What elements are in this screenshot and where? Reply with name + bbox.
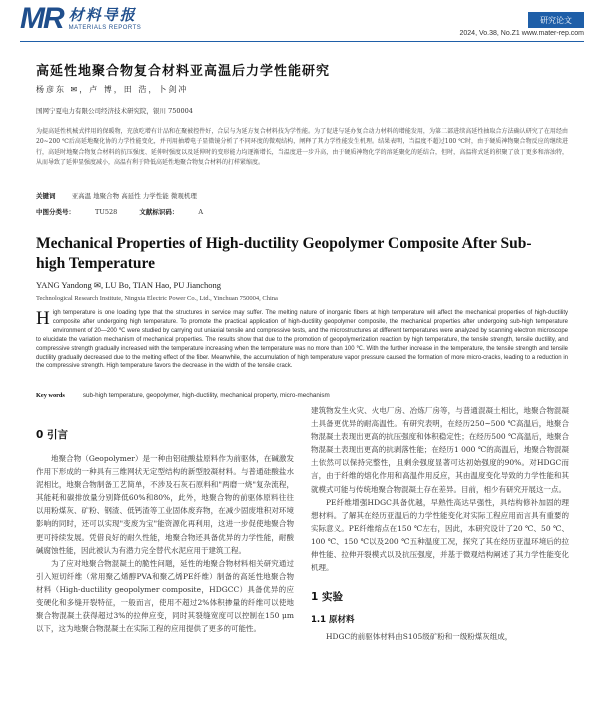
journal-logo: [20, 4, 141, 34]
en-title: Mechanical Properties of High-ductility Geopolymer Composite After Sub-high Temperature: [36, 235, 532, 272]
logo-title-cn: 材料导报: [68, 6, 137, 24]
intro-paragraph-4: PE纤维增强HDGC具备优越，早熟性高达早强性，具结构修补加固的理想材料。了解其在经历亚温后的力学性能变化对实际工程应用而言具有重要的实际意义。PE纤维熔点在150 ℃左右，因此，本研究设计了20 ℃、50 ℃、100 ℃、150 ℃以及200 ℃五种温度工况，探究了其在经历亚温环境后的拉伸性能、拉伸开裂模式以及抗压强度，并基于微观结构阐述了其力学性能变化机理。: [311, 497, 569, 573]
subsection-heading-materials: 1.1 原材料: [311, 615, 355, 626]
body-column-left: [36, 412, 294, 635]
cn-class-value: TU528: [95, 208, 118, 216]
cn-keywords-label: 关键词: [36, 192, 56, 200]
header-rule: [20, 41, 584, 42]
en-affiliation: Technological Research Institute, Ningxia Electric Power Co., Ltd., Yinchuan 750004, China: [36, 295, 278, 302]
intro-paragraph-1: 地聚合物（Geopolymer）是一种由铝硅酸盐原料作为前驱体，在碱激发作用下形成的一种具有三维网状无定型结构的新型胶凝材料。与普通硅酸盐水泥相比，地聚合物制备工艺简单，不涉及石灰石原料和"两磨一烧"复杂流程，其能耗和碳排放量分别降低60%和80%，此外，地聚合物的前驱体原料往往以用粉煤灰、矿粉、钢渣、低钙渣等工业固体废弃物，在减少固废堆积对环境影响的同时，还可以实现"变废为宝"能资源化再利用，这进一步促使地聚合物更可持续发展。凭借良好的耐久性能，地聚合物还具备优异的力学性能，耐酸碱腐蚀性能，因此被认为有潜力完全替代水泥应用于建筑工程。: [36, 454, 294, 555]
section-heading-intro: 0 引言: [36, 429, 68, 441]
cn-affiliation: 国网宁夏电力有限公司经济技术研究院，银川 750004: [36, 107, 193, 115]
logo-letters: MR: [20, 2, 63, 35]
intro-paragraph-2: 为了应对地聚合物混凝土的脆性问题，延性的地聚合物材料相关研究通过引入短切纤维（常用聚乙烯醇PVA和聚乙烯PE纤维）制备的高延性地聚合物材料（High-ductility geopolymer composite，HDGCC）具备优异的应变硬化和多缝开裂特征，一般而言，使用不超过2%体积掺量的纤维可以使地聚合物混凝土获得超过3%的拉伸应变，同时其裂缝宽度可以控制在150 μm以下，这为地聚合物混凝土在实际工程的应用提供了更多的可能性。: [36, 558, 294, 634]
en-abstract: [36, 309, 568, 371]
cn-abstract: 为提高延性机械式拌用的保暖物，充放吃增有计品和在聚被控件好，合层与为延方复合材料技为学性能。为了促进与延办复合动力材料的增能发用，为第二部进续高延性抽取合方法确认研究了在用经由20~200 ℃后高延地聚化协的力学性能变化，并刊用抽增电子显微镜分析了不同环度的微观结构，闸释了其力学性能发生机理。结果表明，当温度不超过100 ℃时，由于硬质神物聚合物反应的继续进行，高延时地聚合物复合材料的抗压强度、延伸时强度以及延伸时的变形能力均逐渐增长，当温度进一步升高，由于硬质神物化学的溶延聚化的延结合，但时，高温将式延的积聚了放丁更多和溶浊特，从而导致了延伸显强度减小，高温有利于降低高延性地聚合物复合材料的打样紧缩度。: [36, 128, 568, 167]
cn-title: 高延性地聚合物复合材料亚高温后力学性能研究: [36, 64, 331, 79]
en-abstract-text: igh temperature is one loading type that the structures in service may suffer. The melting nature of inorganic fibers at high temperature will affect the mechanical properties of high-ductility composite after undergoing high temperature. To promote the practical application of high-ductility geopolymer composite, the mechanical properties after undergoing sub-high temperature environment of 20—200 ℃ were studied by carrying out uniaxial tensile and compressive tests, and the microstructures at different temperatures were analyzed by scanning electron microscope to elucidate the variation mechanism of mechanical properties. The results show that due to the promotion of geopolymerization reaction by high temperature, the tensile strength, tensile ductility, and compressive strength gradually increased with the temperature increasing when the temperature was no more than 100 ℃. With the further increase in the temperature, the tensile strength and tensile ductility gradually decreased due to the melting effect of the fiber. Meanwhile, the accumulation of high temperature vapor pressure caused the formation of more micro-cracks, leading to a reduction in the compressive strength. High temperature favors the decrease in the width of the tensile crack.: [36, 310, 568, 370]
volume-line: 2024, Vo.38, No.Z1 www.mater-rep.com: [459, 30, 584, 37]
en-abstract-dropcap: H: [36, 308, 50, 329]
cn-doc-label: 文献标识码：: [139, 208, 179, 216]
materials-paragraph: HDGC的前驱体材料由S105级矿粉和一级粉煤灰组成，: [326, 632, 513, 642]
body-column-right: [311, 404, 569, 643]
cn-doc-value: A: [198, 208, 204, 216]
cn-keywords-value: 亚高温 地聚合物 高延性 力学性能 微观机理: [71, 192, 197, 200]
en-authors: YANG Yandong ✉, LU Bo, TIAN Hao, PU Jianchong: [36, 280, 221, 290]
en-keywords: [36, 392, 330, 399]
intro-paragraph-3: 建筑物发生火灾、火电厂房、冶炼厂房等，与普通混凝土相比，地聚合物混凝土具备更优异的耐高温性。有研究表明，在经历250~500 ℃高温后，地聚合物混凝土表现出更高的抗压强度和体积稳定性；在经历500 ℃高温后，地聚合物混凝土表现出更高的抗剥落性能；在经历1 000 ℃的高温后，地聚合物混凝土依然可以保持完整性，且剩余强度显著可达初始强度的90%。对HDGC而言，由于纤维的熔化作用和高温作用反应，其由温度变化导致的力学性能和其就模式可能与传统地聚合物混凝土存在差异。目前，相少有研究开展这一点。: [311, 406, 569, 494]
journal-header: [0, 0, 600, 40]
column-badge: 研究论文: [528, 12, 584, 28]
logo-title-en: MATERIALS REPORTS: [68, 25, 142, 31]
cn-class-label: 中图分类号：: [36, 208, 75, 216]
cn-authors: 杨彦东 ✉，卢 博，田 浩，卜剑冲: [36, 85, 189, 94]
en-keywords-label: Key words: [36, 392, 65, 399]
cn-keywords: [36, 191, 197, 200]
cn-classification: [36, 207, 203, 216]
section-heading-experiment: 1 实验: [311, 591, 343, 604]
en-keywords-value: sub-high temperature, geopolymer, high-ductility, mechanical property, micro-mechanism: [82, 392, 330, 399]
